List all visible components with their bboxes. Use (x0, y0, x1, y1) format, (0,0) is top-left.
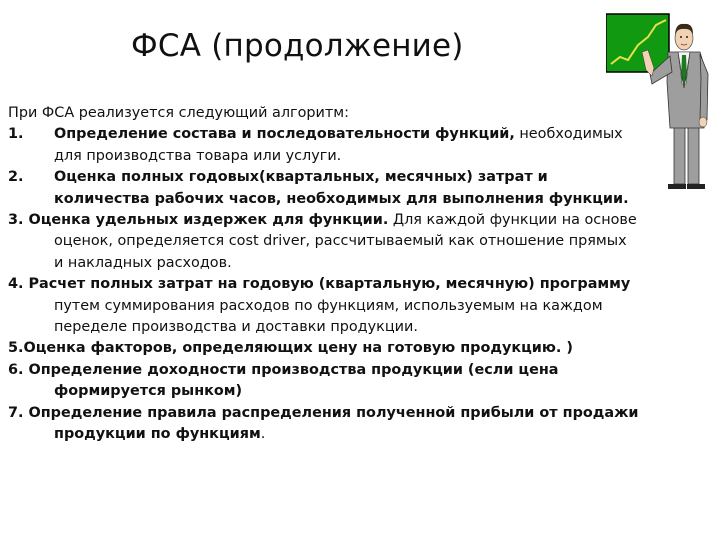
step-bold-text: Определение доходности производства продукции (если цена формируется рынком) (28, 361, 559, 400)
step-number: 1. (8, 126, 24, 143)
step-bold-text: Оценка удельных издержек для функции. (28, 212, 389, 229)
step-text: необходимых для производства товара или услуги. (54, 126, 623, 164)
step-text: путем суммирования расходов по функциям, используемым на каждом переделе производства и доставки продукции. (54, 297, 603, 336)
content-body (8, 103, 640, 446)
list-item (8, 403, 640, 446)
step-bold-text: Определение правила распределения полученной прибыли от продажи продукции по функциям (28, 404, 639, 443)
slide-title: ФСА (продолжение) (131, 28, 464, 64)
step-number: 2. (8, 169, 24, 186)
step-bold-text: Оценка полных годовых(квартальных, месячных) затрат и количества рабочих часов, необходимых для выполнения функции. (54, 169, 629, 207)
step-number: 7. (8, 404, 24, 421)
list-item (8, 167, 640, 210)
list-item (8, 274, 640, 338)
step-bold-text: Расчет полных затрат на годовую (квартальную, месячную) программу (28, 276, 631, 293)
step-number: 3. (8, 212, 24, 229)
intro-text: При ФСА реализуется следующий алгоритм: (8, 105, 349, 121)
list-item (8, 338, 640, 359)
step-text: Для каждой функции на основе оценок, определяется cost driver, рассчитываемый как отношение прямых и накладных расходов. (54, 212, 637, 271)
step-number: 4. (8, 276, 24, 293)
list-item (8, 124, 640, 167)
list-item (8, 360, 640, 403)
step-number: 5. (8, 340, 24, 357)
step-number: 6. (8, 361, 24, 378)
list-item (8, 210, 640, 274)
step-text: . (260, 426, 266, 443)
steps-list (8, 124, 640, 445)
step-bold-text: Оценка факторов, определяющих цену на готовую продукцию. ) (23, 340, 573, 357)
step-bold-text: Определение состава и последовательности функций, (54, 126, 515, 143)
